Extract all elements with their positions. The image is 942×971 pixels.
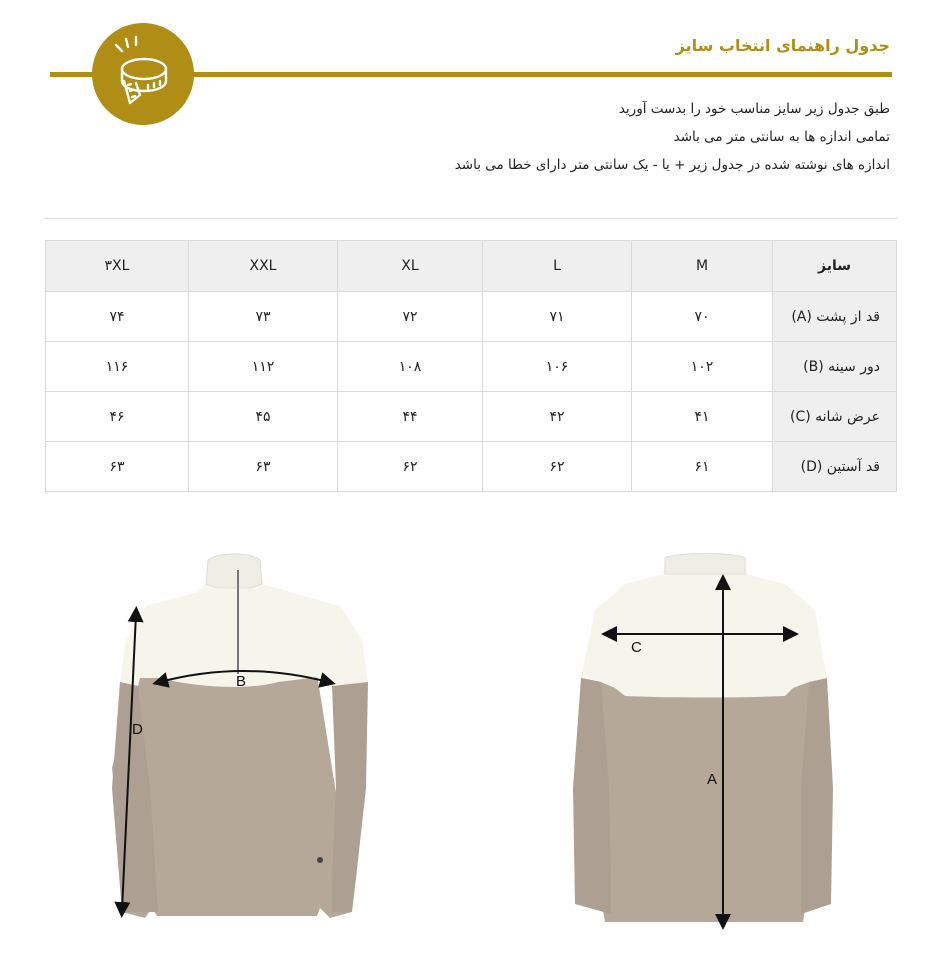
label-c: C xyxy=(631,639,642,656)
table-row xyxy=(46,392,897,442)
row-label: قد از پشت (A) xyxy=(773,292,897,342)
size-header-m: M xyxy=(632,241,773,292)
table-cell: ۶۳ xyxy=(189,442,338,492)
table-cell: ۱۰۸ xyxy=(338,342,483,392)
size-notes xyxy=(455,95,890,179)
note-line: اندازه های نوشته شده در جدول زیر + یا - یک سانتی متر دارای خطا می باشد xyxy=(454,157,890,173)
table-cell: ۱۰۲ xyxy=(632,342,773,392)
table-cell: ۷۰ xyxy=(632,292,773,342)
table-cell: ۷۴ xyxy=(46,292,189,342)
table-cell: ۴۴ xyxy=(338,392,483,442)
row-label: دور سینه (B) xyxy=(773,342,897,392)
table-cell: ۷۳ xyxy=(189,292,338,342)
note-line: طبق جدول زیر سایز مناسب خود را بدست آورید xyxy=(618,101,890,117)
table-cell: ۷۲ xyxy=(338,292,483,342)
size-table xyxy=(45,240,897,492)
table-cell: ۴۲ xyxy=(483,392,632,442)
size-header-xxl: XXL xyxy=(189,241,338,292)
table-row xyxy=(46,292,897,342)
label-d: D xyxy=(132,721,143,738)
divider xyxy=(45,218,897,219)
table-row xyxy=(46,442,897,492)
table-cell: ۶۲ xyxy=(338,442,483,492)
label-b: B xyxy=(236,673,247,690)
table-cell: ۴۱ xyxy=(632,392,773,442)
page-title: جدول راهنمای انتخاب سایز xyxy=(675,36,890,55)
table-corner-cell: سایز xyxy=(773,241,897,292)
table-cell: ۱۱۲ xyxy=(189,342,338,392)
table-header-row xyxy=(46,241,897,292)
table-cell: ۱۱۶ xyxy=(46,342,189,392)
table-cell: ۶۲ xyxy=(483,442,632,492)
table-cell: ۶۳ xyxy=(46,442,189,492)
table-cell: ۶۱ xyxy=(632,442,773,492)
size-header-xl: XL xyxy=(338,241,483,292)
measuring-tape-icon xyxy=(92,23,194,125)
sweater-back-diagram xyxy=(565,548,845,938)
row-label: قد آستین (D) xyxy=(773,442,897,492)
sweater-front-diagram xyxy=(100,548,390,938)
note-line: تمامی اندازه ها به سانتی متر می باشد xyxy=(673,129,890,145)
table-cell: ۴۶ xyxy=(46,392,189,442)
table-cell: ۱۰۶ xyxy=(483,342,632,392)
row-label: عرض شانه (C) xyxy=(773,392,897,442)
table-cell: ۷۱ xyxy=(483,292,632,342)
label-a: A xyxy=(707,771,718,788)
size-header-3xl: ۳XL xyxy=(46,241,189,292)
table-cell: ۴۵ xyxy=(189,392,338,442)
size-header-l: L xyxy=(483,241,632,292)
table-row xyxy=(46,342,897,392)
